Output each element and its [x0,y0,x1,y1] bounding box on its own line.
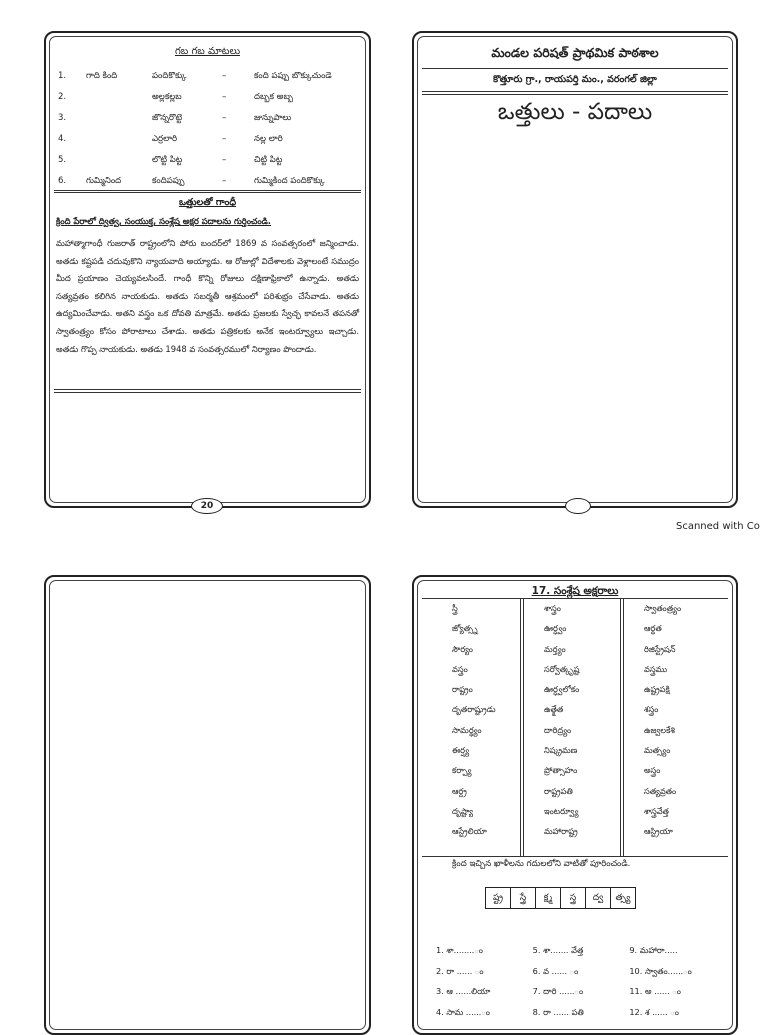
table-cell: లొట్టి పిట్ట [152,154,183,165]
table-row [56,66,359,87]
list-item: శస్త్రం [644,704,659,715]
story-paragraph: మహాత్మాగాంధీ గుజరాత్ రాష్ట్రంలోని పోరు బందర్‌లో 1869 వ సంవత్సరంలో జన్మించాడు. అతడు కష్టపడి చదువుకొని న్యాయవాది అయ్యాడు. ఆ రోజుల్లో విదేశాలకు వెళ్లాలంటే సముద్రం మీద ప్రయాణం చెయ్యవలసిందే. గాంధీ కొన్ని రోజులు దక్షిణాఫ్రికాలో ఉన్నాడు. అతడు సత్యవ్రతం కలిగిన నాయకుడు. అతడు సబర్మతీ ఆశ్రమంలో పరిశుభ్రం చేసేవాడు. అతడు ఉద్యమించేవాడు. అతని వస్త్రం ఒక దోవతి మాత్రమే. అతడు ప్రజలకు స్వేచ్ఛ కావలనే తపనతో స్వాతంత్ర్యం కోసం పోరాటాలు చేశాడు. అతడు పత్రికలకు అనేక ఇంటర్వ్యూలు ఇచ్చాడు. అతడు గొప్ప నాయకుడు. అతడు 1948 వ సంవత్సరములో నిర్యాణం పొందాడు. [56,238,359,354]
school-name: మండల పరిషత్ ప్రాథమిక పాఠశాల [491,45,659,60]
exercise-item: 12. శ ...... ం [629,1006,679,1017]
word-column-2 [544,598,579,856]
page-gaba-gaba-matalu [44,31,371,511]
table-cell: 1. [58,70,67,81]
list-item: దృష్ట్యా [452,805,474,816]
table-cell: గాది కింది [86,70,118,81]
table-row [56,129,359,150]
fill-instruction: క్రింద ఇచ్చిన ఖాళీలను గదులలోని వాటితో పూరించండి. [452,859,631,869]
list-item: ఇంటర్వ్యూ [544,805,579,816]
letter-box: త్స్య [610,888,635,908]
letter-box: ష్ట్ర [492,893,504,903]
word-column-3 [644,598,681,856]
table-cell: 3. [58,112,67,123]
list-item: ఈర్ష్య [452,745,470,756]
table-cell: – [222,91,227,102]
list-item: ప్రోత్సాహం [544,765,578,776]
letter-box: క్ష్మ [535,888,560,908]
book-title: ఒత్తులు - పదాలు [497,99,653,125]
table-cell [84,150,150,171]
table-cell: నల్ల లారి [254,133,283,144]
list-item: ఆస్ట్రియా [644,826,673,837]
divider [54,392,361,393]
list-item: దృతరాష్ట్రుడు [452,704,496,715]
list-item: శాస్త్రవేత్త [644,805,669,816]
table-cell: కంది పప్పు బొక్కుచుండె [254,70,332,81]
list-item: ఊర్ధ్వలోకం [544,684,580,695]
word-columns [422,598,728,856]
word-column-1 [452,598,496,856]
list-item: మత్స్యం [644,745,671,756]
scanner-watermark: Scanned with Co [676,521,760,532]
list-item: మర్త్యం [544,643,566,654]
exercise-item: 8. రా ...... పతి [532,1006,584,1017]
list-item: సత్యవ్రతం [644,785,677,796]
exercise-item: 6. వ ...... ం [532,965,579,976]
list-item: స్త్రీ [452,603,458,613]
instruction-text: క్రింది పేరాలో ద్విత్వ, సంయుక్త, సంశ్లేష అక్షర పదాలను గుర్తించండి. [56,216,271,226]
table-cell: దబ్బక అబ్బ [254,91,293,102]
column-divider [520,598,521,856]
table-cell: 4. [58,133,67,144]
divider [54,389,361,390]
column-divider [620,598,621,856]
rhyme-table [56,66,359,192]
table-cell: జొన్నరొట్టె [152,112,183,123]
table-cell: గుమ్మినింద [86,175,122,186]
table-cell: పందికొక్కు [152,70,187,81]
letter-box-row [485,887,636,909]
letter-box: స్త్రే [510,888,535,908]
list-item: దారిద్ర్యం [544,724,572,735]
table-row [56,108,359,129]
list-item: ఆస్ట్రేలియా [452,826,487,837]
divider [422,91,728,92]
school-address: కొత్తూరు గ్రా., రాయపర్తి మం., వరంగల్ జిల్లా [493,74,657,85]
exercise-row [436,1002,726,1023]
exercise-item: 9. మహారా..... [629,945,678,955]
list-item: వస్త్రం [452,663,468,674]
table-cell: – [222,112,227,123]
exercise-row [436,961,726,982]
list-item: సౌర్యం [452,643,473,654]
exercise-item: 5. శా....... వేత్త [532,945,584,955]
list-item: అస్త్రం [644,765,661,776]
list-item: రాష్ట్రపతి [544,785,573,796]
letter-box: స్త్ర [560,888,585,908]
page-number: 20 [191,498,223,514]
column-divider [523,598,524,856]
list-item: ఉష్ట్రపక్షి [644,684,670,695]
exercise-item: 11. అ ...... ం [629,986,681,996]
divider [54,190,361,191]
table-cell [84,108,150,129]
table-row [56,87,359,108]
divider [422,856,728,857]
exercise-item: 1. శా........ం [436,945,483,955]
table-cell: అల్లకల్లబ [152,91,182,102]
story-title: ఒత్తులతో గాంధీ [178,197,237,208]
list-item: రాష్ట్రం [452,684,473,695]
list-item: కర్ప్యా [452,765,472,776]
table-cell: – [222,175,227,186]
table-cell: ఎర్రలారి [152,133,178,144]
letter-box: ద్వ [585,888,610,908]
table-cell [84,87,150,108]
page-number-oval [565,498,591,514]
table-cell: – [222,133,227,144]
exercise-item: 10. స్వాతం......ం [629,965,692,976]
table-cell: – [222,70,227,81]
column-divider [623,598,624,856]
exercise-item: 4. సామ ......ం [436,1006,490,1017]
exercise-item: 7. దారి ......ం [532,986,584,996]
table-cell: గుమ్మికింద పందికొక్కు [254,175,325,186]
list-item: రిజిస్ట్రేషన్ [644,643,676,654]
table-cell: – [222,154,227,165]
table-cell: 6. [58,175,67,186]
page-cover [412,31,738,508]
list-item: మహారాష్ట్ర [544,826,578,837]
page-blank [44,575,371,1035]
list-item: స్వాతంత్ర్యం [644,603,682,613]
list-item: వస్త్రము [644,663,668,674]
divider [422,94,728,95]
list-item: నిష్క్రమణ [544,745,578,756]
table-cell: 2. [58,91,67,102]
list-item: ఉత్క్షేత [544,704,564,715]
page-title: 17. సంశ్లేష అక్షరాలు [531,585,619,597]
fill-in-exercises [436,940,726,1022]
list-item: జ్యోత్స్న [452,623,478,634]
exercise-row [436,940,726,961]
table-cell: జున్నుపాలు [254,112,292,123]
table-cell: చిట్టి పిట్ట [254,154,283,165]
list-item: సర్వోత్కృష్ట [544,663,580,674]
rhyme-table-wrap [56,66,359,192]
page-title: గబ గబ మాటలు [174,46,241,57]
divider [422,68,728,69]
list-item: ఆర్ద్ర [452,785,467,796]
table-cell [84,129,150,150]
divider [54,192,361,193]
list-item: ఊర్ధ్వం [544,623,567,634]
table-cell: 5. [58,154,67,165]
page-samslesha-aksharalu [412,575,738,1035]
table-row [56,150,359,171]
list-item: సామర్థ్యం [452,724,482,735]
list-item: శాస్త్రం [544,603,561,613]
table-row [56,171,359,192]
list-item: ఉజ్వలకేశి [644,724,675,735]
exercise-item: 3. ఆ ......లియా [436,986,491,996]
table-cell: కందిపప్పు [152,175,185,186]
exercise-item: 2. రా ...... ం [436,965,484,976]
exercise-row [436,981,726,1002]
list-item: ఆర్థత [644,623,662,634]
